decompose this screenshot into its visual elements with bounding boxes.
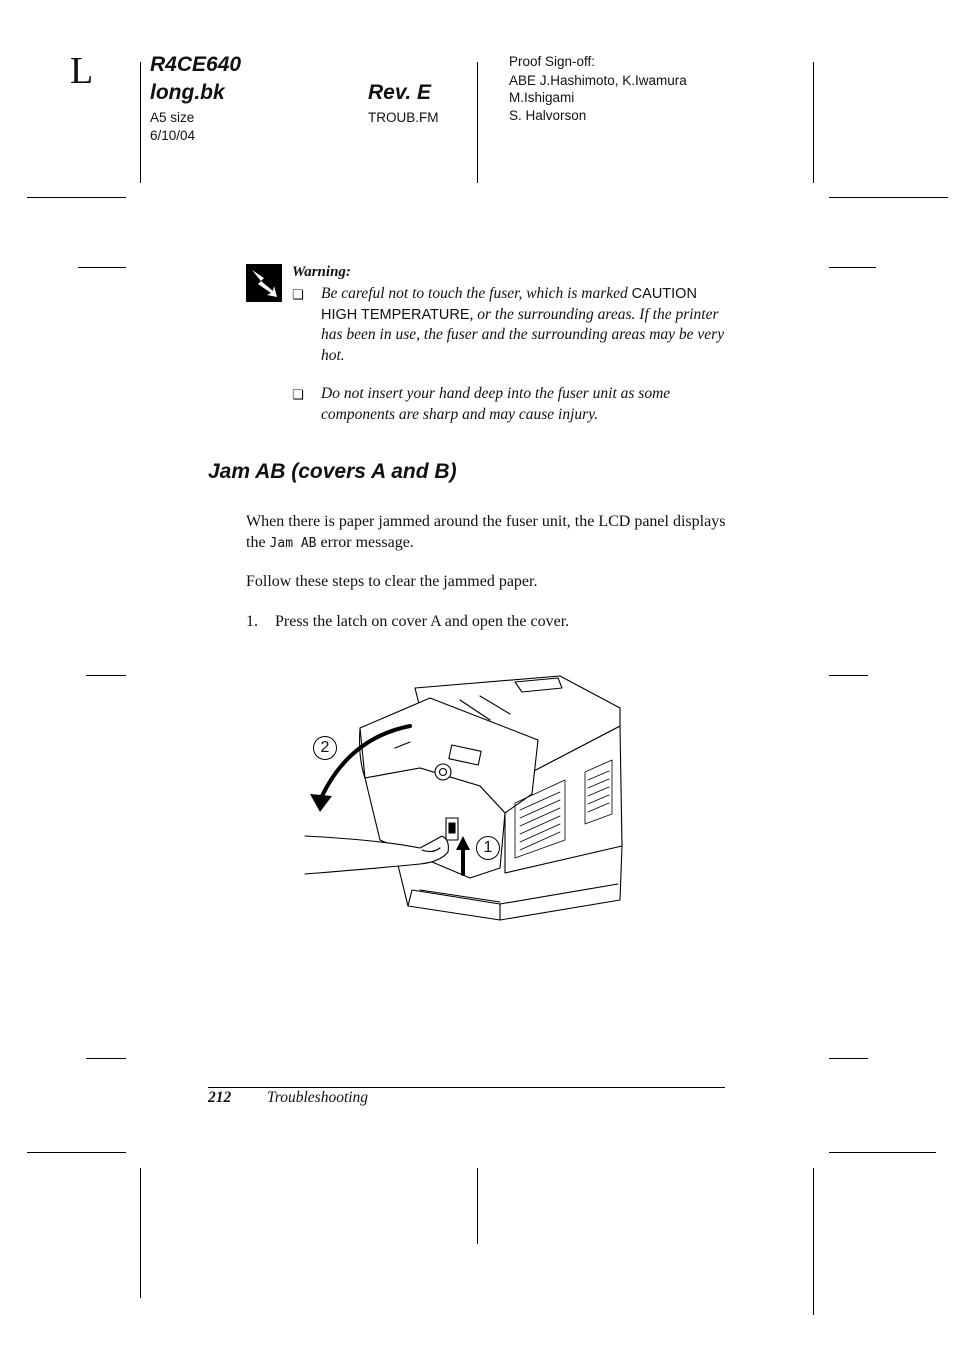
- revision: Rev. E: [368, 81, 432, 104]
- lcd-message: Jam AB: [269, 535, 317, 551]
- warning-text: Do not insert your hand deep into the fuser unit as some components are sharp and may cause injury.: [321, 385, 671, 423]
- crop-mark: [27, 197, 126, 198]
- warning-lightning-icon: [246, 264, 282, 302]
- paper-size: A5 size: [150, 110, 195, 125]
- proof-signoff-line: S. Halvorson: [509, 108, 587, 123]
- paragraph-text: error message.: [316, 533, 414, 551]
- crop-mark: [86, 1058, 126, 1059]
- crop-mark: [829, 1152, 936, 1153]
- crop-mark: [86, 675, 126, 676]
- corner-mark: L: [70, 50, 94, 92]
- warning-item: [292, 384, 732, 425]
- crop-mark: [813, 62, 814, 183]
- body-paragraph: Follow these steps to clear the jammed paper.: [246, 573, 538, 590]
- proof-signoff-line: ABE J.Hashimoto, K.Iwamura: [509, 73, 687, 88]
- chapter-title: Troubleshooting: [267, 1089, 369, 1106]
- step-number: 1.: [246, 613, 258, 630]
- proof-signoff-label: Proof Sign-off:: [509, 54, 596, 69]
- proof-signoff-line: M.Ishigami: [509, 90, 575, 105]
- source-file: TROUB.FM: [368, 110, 439, 125]
- crop-mark: [140, 62, 141, 183]
- crop-mark: [140, 1168, 141, 1298]
- footer-rule: [208, 1087, 725, 1088]
- crop-mark: [78, 267, 126, 268]
- caution-label: CAUTION HIGH TEMPERATURE: [321, 286, 697, 323]
- crop-mark: [829, 197, 948, 198]
- callout-2: 2: [313, 736, 337, 760]
- section-heading: Jam AB (covers A and B): [208, 460, 457, 483]
- crop-mark: [813, 1168, 814, 1315]
- body-paragraph: [246, 512, 731, 554]
- callout-1: 1: [476, 836, 500, 860]
- step-text: Press the latch on cover A and open the cover.: [275, 613, 570, 630]
- checkbox-bullet-icon: ❏: [292, 288, 304, 303]
- warning-item: [292, 284, 732, 366]
- page-number: 212: [208, 1089, 232, 1106]
- warning-text: , or the surrounding areas. If the printer has been in use, the fuser and the surrounding areas may be very hot.: [321, 305, 725, 364]
- crop-mark: [829, 267, 876, 268]
- warning-text: Be careful not to touch the fuser, which is marked: [321, 285, 632, 302]
- step-item: [246, 612, 731, 633]
- printer-illustration: [300, 668, 630, 928]
- project-code: R4CE640: [150, 53, 242, 76]
- crop-mark: [829, 675, 868, 676]
- paragraph-text: When there is paper jammed around the fuser unit, the LCD panel displays the: [246, 513, 726, 551]
- crop-mark: [477, 62, 478, 183]
- header-date: 6/10/04: [150, 128, 196, 143]
- crop-mark: [477, 1168, 478, 1244]
- crop-mark: [27, 1152, 126, 1153]
- crop-mark: [829, 1058, 868, 1059]
- checkbox-bullet-icon: ❏: [292, 388, 304, 403]
- book-file-name: long.bk: [150, 81, 225, 104]
- warning-title: Warning:: [292, 264, 351, 280]
